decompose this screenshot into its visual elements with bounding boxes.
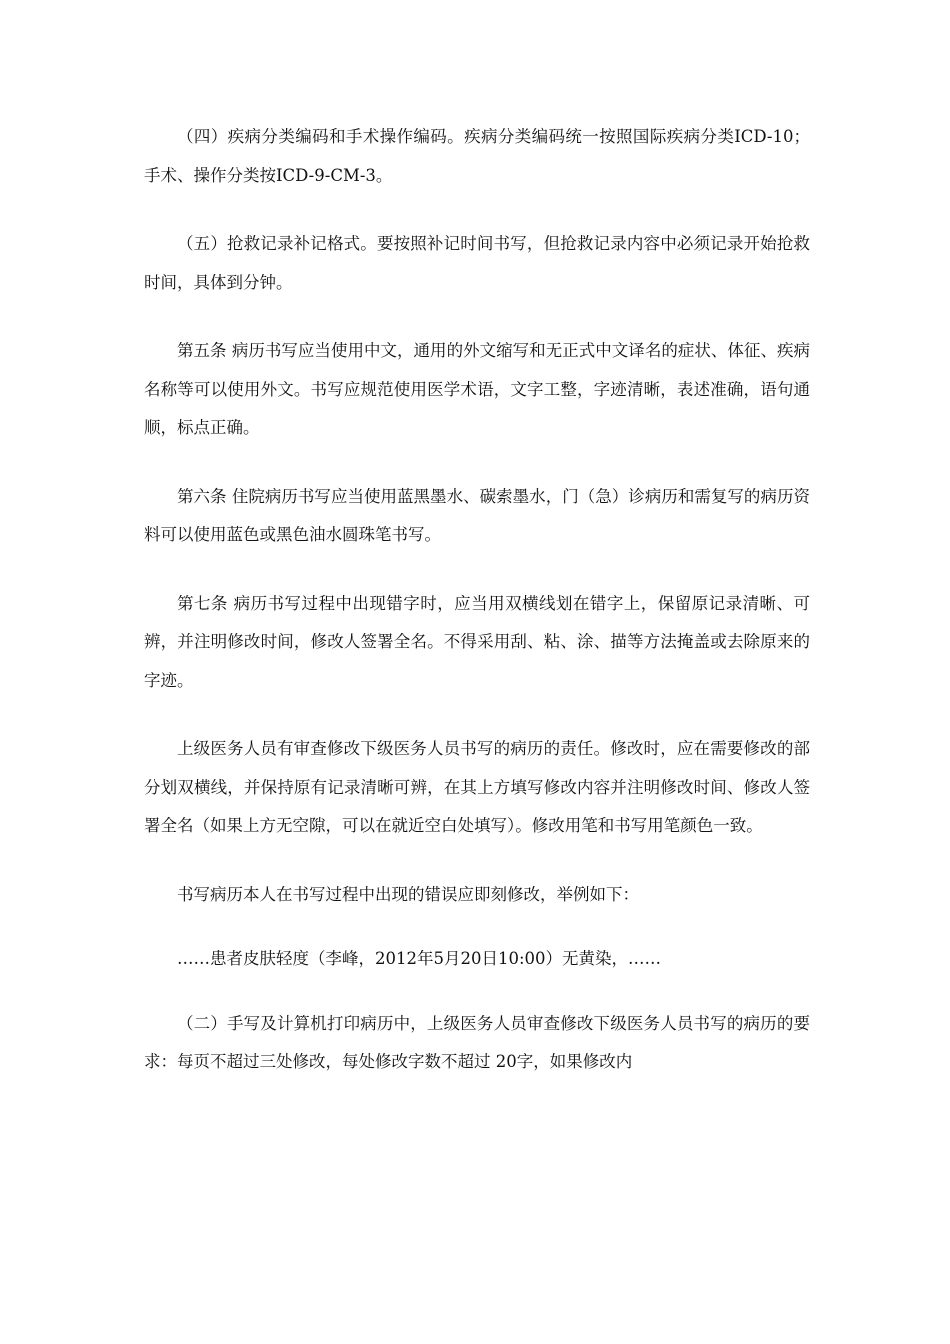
- paragraph-article-5: 第五条 病历书写应当使用中文，通用的外文缩写和无正式中文译名的症状、体征、疾病名称等可以使用外文。书写应规范使用医学术语，文字工整，字迹清晰，表述准确，语句通顺，标点正确。: [144, 341, 810, 437]
- paragraph-article-7: 第七条 病历书写过程中出现错字时，应当用双横线划在错字上，保留原记录清晰、可辨，并注明修改时间，修改人签署全名。不得采用刮、粘、涂、描等方法掩盖或去除原来的字迹。: [144, 593, 810, 690]
- paragraph-example: ……患者皮肤轻度（李峰，2012年5月20日10:00）无黄染，……: [177, 949, 662, 968]
- paragraph-self-correction: 书写病历本人在书写过程中出现的错误应即刻修改，举例如下：: [177, 884, 639, 904]
- paragraph-article-6: 第六条 住院病历书写应当使用蓝黑墨水、碳索墨水，门（急）诊病历和需复写的病历资料可以使用蓝色或黑色油水圆珠笔书写。: [144, 486, 810, 544]
- paragraph-handwritten-printed: （二）手写及计算机打印病历中，上级医务人员审查修改下级医务人员书写的病历的要求：每页不超过三处修改，每处修改字数不超过 20字，如果修改内: [144, 1013, 810, 1071]
- paragraph-icd-coding: （四）疾病分类编码和手术操作编码。疾病分类编码统一按照国际疾病分类ICD-10；手术、操作分类按ICD-9-CM-3。: [144, 127, 810, 185]
- document-page: [144, 118, 810, 1112]
- paragraph-rescue-record: （五）抢救记录补记格式。要按照补记时间书写，但抢救记录内容中必须记录开始抢救时间，具体到分钟。: [144, 234, 810, 292]
- paragraph-supervisor-review: 上级医务人员有审查修改下级医务人员书写的病历的责任。修改时，应在需要修改的部分划双横线，并保持原有记录清晰可辨，在其上方填写修改内容并注明修改时间、修改人签署全名（如果上方无空隙，可以在就近空白处填写）。修改用笔和书写用笔颜色一致。: [144, 739, 810, 835]
